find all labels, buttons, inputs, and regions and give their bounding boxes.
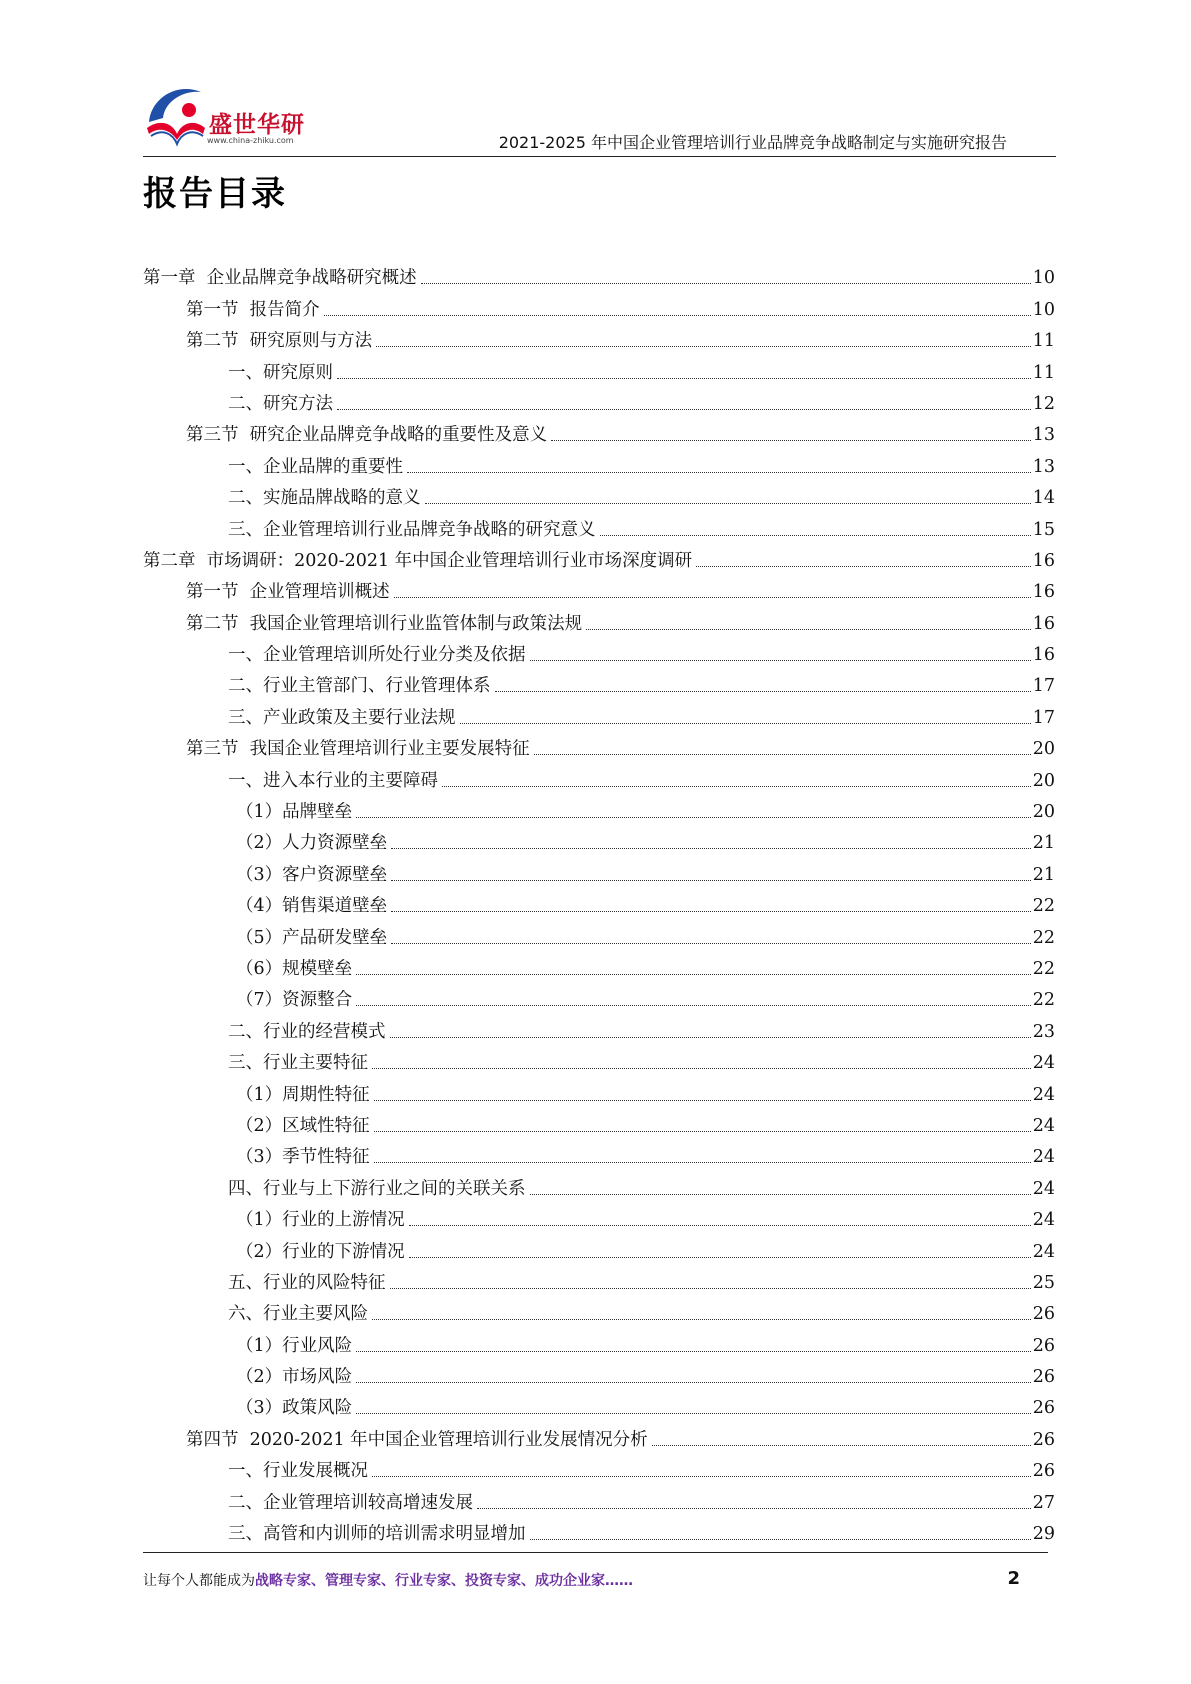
toc-dot-leader [324,314,1031,316]
toc-entry-page: 24 [1032,1210,1055,1231]
toc-entry-label: 第二节 我国企业管理培训行业监管体制与政策法规 [186,613,583,634]
toc-entry-page: 24 [1032,1115,1055,1136]
toc-entry-label: （2）区域性特征 [236,1115,370,1136]
report-title: 2021-2025 年中国企业管理培训行业品牌竞争战略制定与实施研究报告 [498,133,1007,152]
toc-entry[interactable] [143,1483,1055,1514]
toc-dot-leader [337,377,1031,379]
toc-dot-leader [376,345,1031,347]
toc-entry-page: 29 [1032,1524,1055,1545]
toc-entry-label: 二、实施品牌战略的意义 [228,488,421,509]
toc-entry-page: 25 [1032,1272,1055,1293]
toc-entry-label: （1）行业风险 [236,1335,353,1356]
toc-entry[interactable] [143,1044,1055,1075]
toc-entry-page: 20 [1032,802,1055,823]
toc-dot-leader [356,1412,1031,1414]
toc-dot-leader [495,690,1031,692]
toc-entry-page: 26 [1032,1398,1055,1419]
toc-entry-label: （2）行业的下游情况 [236,1241,405,1262]
toc-entry[interactable] [143,887,1055,918]
toc-entry-label: （1）品牌壁垒 [236,802,353,823]
toc-entry-page: 26 [1032,1429,1055,1450]
toc-entry-label: （1）行业的上游情况 [236,1210,405,1231]
footer-slogan-prefix: 让每个人都能成为 [143,1573,255,1589]
toc-entry-label: （2）人力资源壁垒 [236,833,388,854]
toc-entry[interactable] [143,573,1055,604]
toc-entry-page: 16 [1032,582,1055,603]
toc-entry-page: 16 [1032,613,1055,634]
toc-entry-label: 三、高管和内训师的培训需求明显增加 [228,1524,526,1545]
toc-entry[interactable] [143,730,1055,761]
toc-entry[interactable] [143,1358,1055,1389]
toc-entry-page: 27 [1032,1492,1055,1513]
toc-entry-page: 24 [1032,1084,1055,1105]
toc-entry-page: 24 [1032,1241,1055,1262]
toc-entry[interactable] [143,667,1055,698]
toc-entry-page: 23 [1032,1021,1055,1042]
toc-entry-label: （5）产品研发壁垒 [236,927,388,948]
toc-entry-label: 四、行业与上下游行业之间的关联关系 [228,1178,526,1199]
toc-entry-page: 13 [1032,425,1055,446]
toc-dot-leader [696,565,1031,567]
toc-entry[interactable] [143,1452,1055,1483]
page-number: 2 [1007,1568,1020,1589]
toc-entry-page: 16 [1032,550,1055,571]
toc-entry-label: 第一节 报告简介 [186,299,320,320]
toc-entry-page: 21 [1032,864,1055,885]
toc-entry-label: 三、企业管理培训行业品牌竞争战略的研究意义 [228,519,596,540]
toc-entry-label: 第四节 2020-2021 年中国企业管理培训行业发展情况分析 [186,1429,648,1450]
toc-entry[interactable] [143,761,1055,792]
toc-entry-label: 第三节 我国企业管理培训行业主要发展特征 [186,739,530,760]
page-footer [143,1570,1048,1590]
toc-entry[interactable] [143,1264,1055,1295]
toc-entry[interactable] [143,447,1055,478]
toc-dot-leader [530,1538,1031,1540]
toc-dot-leader [530,659,1031,661]
toc-dot-leader [356,1381,1031,1383]
toc-entry-page: 17 [1032,707,1055,728]
toc-entry-label: 二、行业的经营模式 [228,1021,386,1042]
toc-entry-label: 二、研究方法 [228,393,333,414]
toc-dot-leader [409,1224,1031,1226]
toc-dot-leader [652,1444,1031,1446]
toc-entry[interactable] [143,479,1055,510]
footer-slogan-emphasis: 战略专家、管理专家、行业专家、投资专家、成功企业家…… [255,1573,633,1589]
toc-entry[interactable] [143,1107,1055,1138]
toc-entry-label: （3）季节性特征 [236,1147,370,1168]
toc-dot-leader [337,408,1031,410]
toc-entry-page: 24 [1032,1053,1055,1074]
toc-entry-page: 21 [1032,833,1055,854]
toc-entry[interactable] [143,855,1055,886]
toc-entry-label: （7）资源整合 [236,990,353,1011]
header-divider [143,156,1056,157]
toc-dot-leader [390,1036,1031,1038]
toc-dot-leader [460,722,1031,724]
toc-entry[interactable] [143,290,1055,321]
toc-entry[interactable] [143,981,1055,1012]
toc-entry-label: 一、企业品牌的重要性 [228,456,403,477]
toc-entry-label: 第一节 企业管理培训概述 [186,582,390,603]
toc-entry-label: 第三节 研究企业品牌竞争战略的重要性及意义 [186,425,548,446]
toc-entry[interactable] [143,510,1055,541]
toc-dot-leader [356,816,1031,818]
toc-dot-leader [372,1067,1031,1069]
toc-dot-leader [530,1193,1031,1195]
page-header [143,78,1055,158]
footer-divider [143,1552,1048,1553]
toc-dot-leader [600,534,1031,536]
toc-entry[interactable] [143,1420,1055,1451]
toc-dot-leader [374,1099,1031,1101]
toc-entry-label: 一、研究原则 [228,362,333,383]
toc-entry[interactable] [143,950,1055,981]
toc-entry[interactable] [143,353,1055,384]
toc-entry[interactable] [143,1012,1055,1043]
toc-entry[interactable] [143,1138,1055,1169]
toc-entry-label: 一、进入本行业的主要障碍 [228,770,438,791]
toc-entry[interactable] [143,1201,1055,1232]
toc-dot-leader [391,847,1031,849]
toc-entry-label: 五、行业的风险特征 [228,1272,386,1293]
logo-emblem-icon [143,78,207,152]
toc-entry-label: （1）周期性特征 [236,1084,370,1105]
toc-entry-label: 第二章 市场调研：2020-2021 年中国企业管理培训行业市场深度调研 [143,550,693,571]
toc-entry-label: （2）市场风险 [236,1367,353,1388]
toc-entry[interactable] [143,259,1055,290]
toc-entry[interactable] [143,1389,1055,1420]
toc-entry-page: 26 [1032,1304,1055,1325]
toc-dot-leader [372,1475,1031,1477]
toc-entry-label: （6）规模壁垒 [236,958,353,979]
table-of-contents [143,259,1055,1546]
toc-entry[interactable] [143,1169,1055,1200]
toc-dot-leader [551,439,1031,441]
toc-entry-page: 22 [1032,990,1055,1011]
toc-dot-leader [356,1004,1031,1006]
toc-dot-leader [356,973,1031,975]
toc-dot-leader [407,471,1031,473]
toc-entry-page: 14 [1032,488,1055,509]
toc-dot-leader [425,502,1031,504]
toc-entry[interactable] [143,385,1055,416]
toc-dot-leader [390,1287,1031,1289]
toc-entry-page: 17 [1032,676,1055,697]
toc-entry[interactable] [143,793,1055,824]
toc-dot-leader [391,942,1031,944]
toc-entry[interactable] [143,604,1055,635]
toc-entry-page: 11 [1032,362,1055,383]
toc-dot-leader [391,910,1031,912]
toc-entry-label: 三、行业主要特征 [228,1053,368,1074]
toc-dot-leader [374,1130,1031,1132]
toc-entry[interactable] [143,918,1055,949]
toc-entry-label: 三、产业政策及主要行业法规 [228,707,456,728]
toc-entry[interactable] [143,1232,1055,1263]
toc-entry[interactable] [143,542,1055,573]
toc-entry-label: 第一章 企业品牌竞争战略研究概述 [143,268,417,289]
toc-entry[interactable] [143,416,1055,447]
toc-dot-leader [409,1256,1031,1258]
toc-entry-label: 第二节 研究原则与方法 [186,331,373,352]
toc-entry-page: 10 [1032,268,1055,289]
toc-entry-label: （3）客户资源壁垒 [236,864,388,885]
toc-entry-page: 22 [1032,958,1055,979]
page-title: 报告目录 [143,174,287,214]
toc-entry[interactable] [143,698,1055,729]
toc-entry-page: 22 [1032,927,1055,948]
toc-entry-page: 10 [1032,299,1055,320]
toc-entry-page: 22 [1032,896,1055,917]
toc-entry-page: 26 [1032,1335,1055,1356]
toc-dot-leader [477,1507,1031,1509]
toc-entry[interactable] [143,1075,1055,1106]
toc-dot-leader [374,1161,1031,1163]
toc-dot-leader [356,1350,1031,1352]
toc-entry-page: 24 [1032,1147,1055,1168]
toc-dot-leader [586,628,1031,630]
toc-entry-page: 20 [1032,739,1055,760]
logo-text: 盛世华研 [209,112,305,138]
toc-entry-page: 12 [1032,393,1055,414]
toc-dot-leader [372,1318,1031,1320]
toc-entry-page: 16 [1032,645,1055,666]
toc-entry-page: 24 [1032,1178,1055,1199]
toc-entry-page: 26 [1032,1461,1055,1482]
toc-entry-label: 一、行业发展概况 [228,1461,368,1482]
toc-entry-label: （3）政策风险 [236,1398,353,1419]
toc-dot-leader [442,785,1031,787]
toc-entry-page: 20 [1032,770,1055,791]
toc-dot-leader [534,753,1031,755]
toc-entry[interactable] [143,1295,1055,1326]
toc-entry[interactable] [143,322,1055,353]
toc-entry[interactable] [143,1326,1055,1357]
toc-entry[interactable] [143,1515,1055,1546]
toc-entry-page: 26 [1032,1367,1055,1388]
toc-entry-label: 六、行业主要风险 [228,1304,368,1325]
toc-entry-label: 二、行业主管部门、行业管理体系 [228,676,491,697]
logo-url: www.china-zhiku.com [207,136,294,145]
toc-entry-page: 11 [1032,331,1055,352]
toc-entry[interactable] [143,824,1055,855]
toc-entry-label: 一、企业管理培训所处行业分类及依据 [228,645,526,666]
toc-entry[interactable] [143,636,1055,667]
company-logo [143,78,313,152]
toc-entry-label: （4）销售渠道壁垒 [236,896,388,917]
toc-dot-leader [391,879,1031,881]
toc-entry-label: 二、企业管理培训较高增速发展 [228,1492,473,1513]
toc-dot-leader [394,596,1031,598]
toc-entry-page: 13 [1032,456,1055,477]
toc-dot-leader [421,282,1031,284]
toc-entry-page: 15 [1032,519,1055,540]
